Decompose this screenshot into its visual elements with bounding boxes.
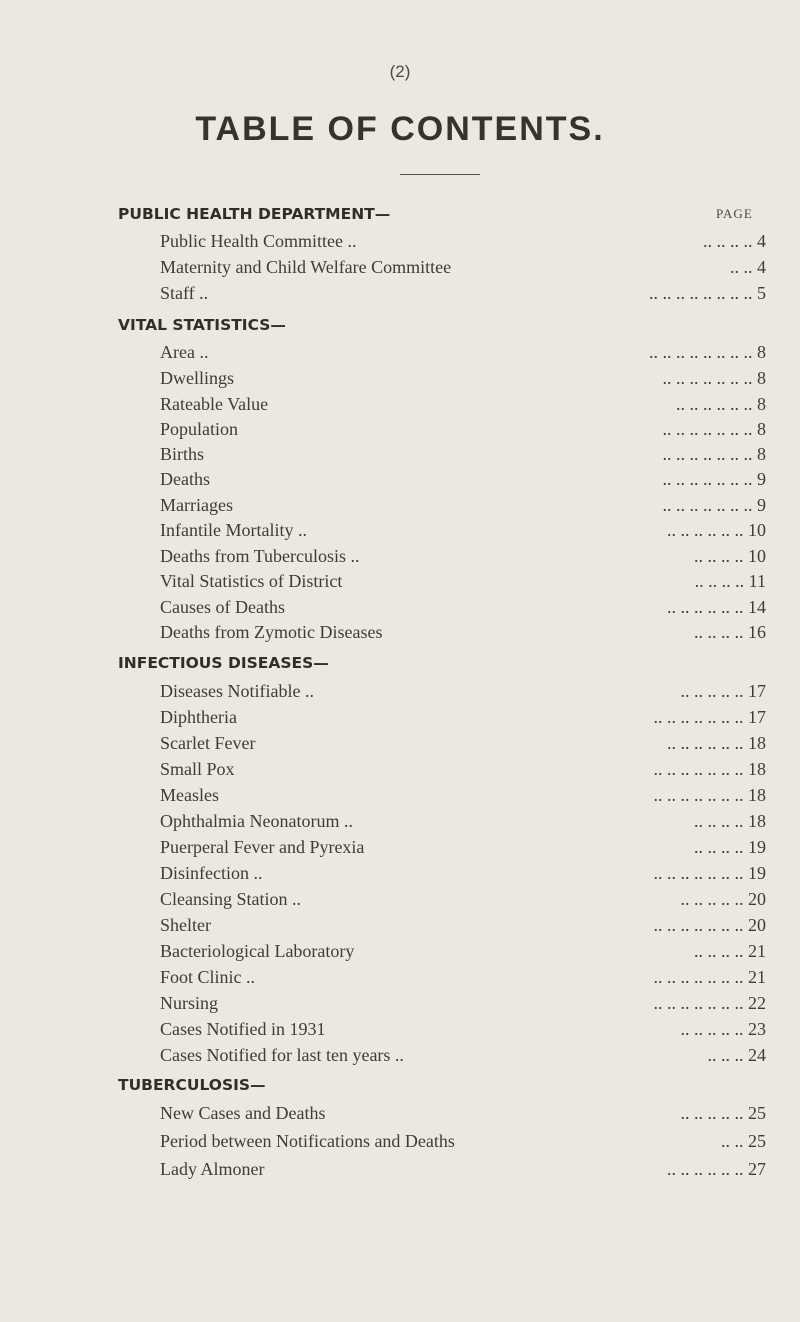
toc-entry <box>160 517 766 543</box>
toc-entry-label: Diseases Notifiable .. <box>160 681 314 701</box>
toc-entry-page: .. .. .. .. .. .. 10 <box>667 520 766 540</box>
toc-entry-label: Public Health Committee .. <box>160 231 357 251</box>
toc-entry-page: .. .. .. 24 <box>707 1045 766 1065</box>
section-heading-tuberculosis: TUBERCULOSIS— <box>118 1076 266 1094</box>
toc-entry-label: Dwellings <box>160 368 234 388</box>
toc-entry-page: .. .. .. .. .. .. 8 <box>676 394 766 414</box>
toc-entry <box>160 492 766 518</box>
toc-entry-page: .. .. .. .. .. .. .. 20 <box>653 915 766 935</box>
toc-entry <box>160 678 766 704</box>
toc-entry-label: Deaths from Zymotic Diseases <box>160 622 383 642</box>
toc-entry <box>160 886 766 912</box>
toc-entry-page: .. .. .. .. .. .. 14 <box>667 597 766 617</box>
toc-entry-label: Cleansing Station .. <box>160 889 301 909</box>
toc-entry-page: .. .. .. .. .. .. .. 18 <box>653 785 766 805</box>
toc-entry <box>160 990 766 1016</box>
toc-entry-label: Births <box>160 444 205 464</box>
section-heading-infectious-diseases: INFECTIOUS DISEASES— <box>118 654 329 672</box>
toc-entry <box>160 1128 766 1154</box>
toc-entry-label: Maternity and Child Welfare Committee <box>160 257 452 277</box>
toc-entry <box>160 912 766 938</box>
toc-entry-label: Shelter <box>160 915 211 935</box>
toc-entry <box>160 756 766 782</box>
toc-entry-page: .. .. .. .. 21 <box>694 941 766 961</box>
toc-entry-page: .. .. .. .. .. .. .. 9 <box>662 495 766 515</box>
toc-entry-label: Period between Notifications and Deaths <box>160 1131 455 1151</box>
toc-entry-page: .. .. .. .. .. .. .. 17 <box>653 707 766 727</box>
toc-entry-label: Measles <box>160 785 219 805</box>
toc-entry-page: .. .. .. .. .. .. .. 8 <box>662 419 766 439</box>
toc-entry <box>160 782 766 808</box>
toc-entry-label: Foot Clinic .. <box>160 967 256 987</box>
toc-entry-label: Deaths <box>160 469 210 489</box>
toc-entry-page: .. .. .. .. .. .. .. 8 <box>662 444 766 464</box>
toc-entry-page: .. .. 25 <box>721 1131 766 1151</box>
toc-entry-label: Nursing <box>160 993 218 1013</box>
toc-entry-label: Marriages <box>160 495 233 515</box>
toc-entry-page: .. .. .. .. .. 25 <box>680 1103 766 1123</box>
toc-entry <box>160 228 766 254</box>
toc-entry <box>160 938 766 964</box>
toc-entry-page: .. .. .. .. .. .. .. 19 <box>653 863 766 883</box>
toc-entry-page: .. .. 4 <box>730 257 766 277</box>
toc-entry-page: .. .. .. .. 18 <box>694 811 766 831</box>
toc-entry <box>160 834 766 860</box>
toc-entry-page: .. .. .. .. 11 <box>694 571 766 591</box>
toc-entry <box>160 704 766 730</box>
toc-entry <box>160 365 766 391</box>
page-number: (2) <box>389 62 411 81</box>
toc-entry <box>160 1016 766 1042</box>
toc-entry-page: .. .. .. .. 10 <box>694 546 766 566</box>
toc-entry <box>160 808 766 834</box>
toc-entry-label: Cases Notified in 1931 <box>160 1019 326 1039</box>
toc-entry <box>160 280 766 306</box>
toc-entry-page: .. .. .. .. .. .. 18 <box>667 733 766 753</box>
toc-entry <box>160 568 766 594</box>
toc-entry-page: .. .. .. .. .. .. .. 8 <box>662 368 766 388</box>
section-heading-vital-statistics: VITAL STATISTICS— <box>118 316 286 334</box>
toc-entry-page: .. .. .. .. .. .. .. 21 <box>653 967 766 987</box>
section-heading-public-health: PUBLIC HEALTH DEPARTMENT— <box>118 205 391 223</box>
toc-entry-label: Small Pox <box>160 759 235 779</box>
toc-entry-label: Infantile Mortality .. <box>160 520 307 540</box>
toc-entry-page: .. .. .. .. .. 20 <box>680 889 766 909</box>
toc-entry-label: Deaths from Tuberculosis .. <box>160 546 360 566</box>
toc-entry-page: .. .. .. .. .. .. .. 22 <box>653 993 766 1013</box>
toc-entry <box>160 730 766 756</box>
toc-entry <box>160 339 766 365</box>
toc-entry <box>160 466 766 492</box>
page-title: TABLE OF CONTENTS. <box>195 110 605 148</box>
page-column-label: PAGE <box>716 206 753 221</box>
toc-entry-label: Rateable Value <box>160 394 269 414</box>
toc-entry-label: Scarlet Fever <box>160 733 256 753</box>
toc-entry <box>160 1042 766 1068</box>
toc-entry-page: .. .. .. .. .. .. .. .. 5 <box>649 283 766 303</box>
toc-entry <box>160 416 766 442</box>
toc-entry-page: .. .. .. .. .. .. .. 9 <box>662 469 766 489</box>
toc-entry-label: Causes of Deaths <box>160 597 285 617</box>
toc-entry <box>160 543 766 569</box>
toc-entry-page: .. .. .. .. .. .. .. .. 8 <box>649 342 766 362</box>
toc-entry <box>160 1100 766 1126</box>
toc-entry-label: Puerperal Fever and Pyrexia <box>160 837 365 857</box>
toc-entry-label: Area .. <box>160 342 209 362</box>
toc-entry <box>160 254 766 280</box>
toc-entry-label: Vital Statistics of District <box>160 571 343 591</box>
toc-entry-label: Disinfection .. <box>160 863 263 883</box>
toc-entry-page: .. .. .. .. .. 23 <box>680 1019 766 1039</box>
toc-entry <box>160 964 766 990</box>
toc-entry-label: New Cases and Deaths <box>160 1103 326 1123</box>
toc-entry-page: .. .. .. .. 19 <box>694 837 766 857</box>
toc-entry-label: Cases Notified for last ten years .. <box>160 1045 404 1065</box>
title-divider <box>400 174 480 175</box>
toc-entry-label: Staff .. <box>160 283 209 303</box>
toc-entry <box>160 391 766 417</box>
toc-entry-label: Bacteriological Laboratory <box>160 941 355 961</box>
toc-entry <box>160 594 766 620</box>
toc-entry <box>160 619 766 645</box>
toc-entry-label: Diphtheria <box>160 707 237 727</box>
toc-entry <box>160 441 766 467</box>
toc-entry-page: .. .. .. .. 4 <box>703 231 766 251</box>
toc-entry-page: .. .. .. .. .. 17 <box>680 681 766 701</box>
toc-entry-page: .. .. .. .. .. .. 27 <box>667 1159 766 1179</box>
toc-entry-label: Lady Almoner <box>160 1159 265 1179</box>
toc-entry-page: .. .. .. .. 16 <box>694 622 766 642</box>
toc-entry <box>160 860 766 886</box>
toc-entry-label: Ophthalmia Neonatorum .. <box>160 811 353 831</box>
toc-entry-label: Population <box>160 419 239 439</box>
toc-entry <box>160 1156 766 1182</box>
toc-entry-page: .. .. .. .. .. .. .. 18 <box>653 759 766 779</box>
